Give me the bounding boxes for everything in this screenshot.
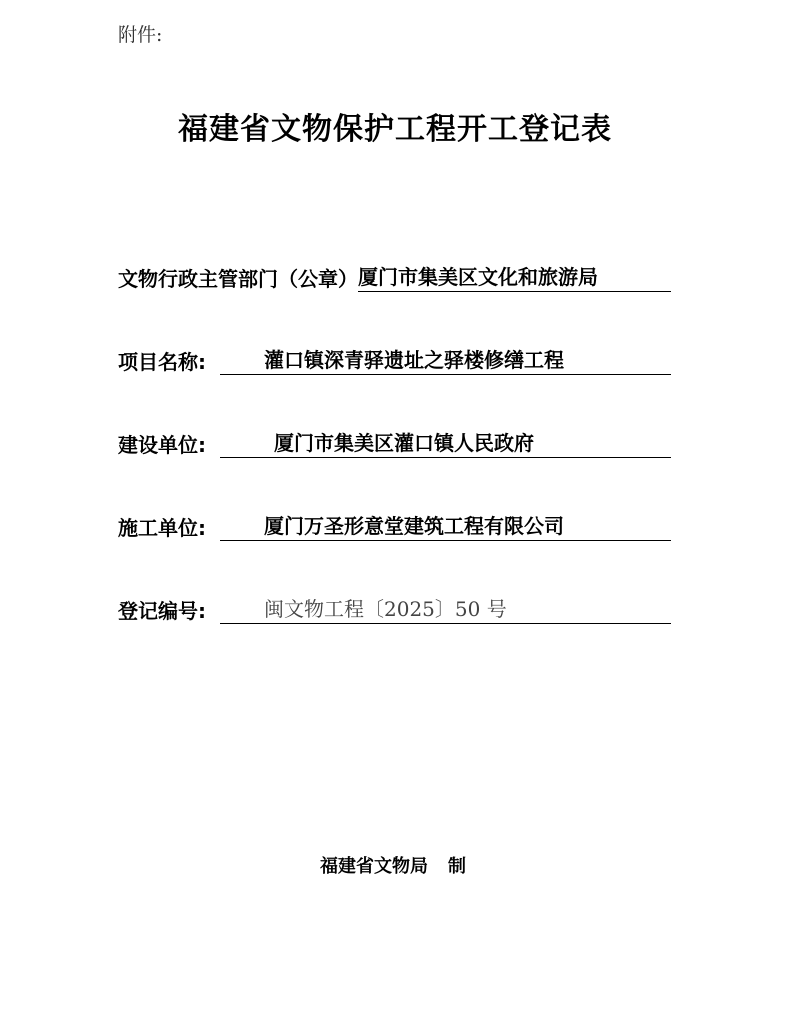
project-name-underline bbox=[220, 348, 671, 375]
authority-value: 厦门市集美区文化和旅游局 bbox=[358, 265, 598, 289]
registration-number-label: 登记编号: bbox=[118, 599, 206, 623]
registration-number-row bbox=[118, 594, 671, 624]
constructor-value: 厦门万圣形意堂建筑工程有限公司 bbox=[264, 514, 564, 538]
builder-row bbox=[118, 428, 671, 458]
registration-number-underline bbox=[220, 597, 671, 624]
constructor-label: 施工单位: bbox=[118, 516, 206, 540]
builder-value: 厦门市集美区灌口镇人民政府 bbox=[274, 431, 534, 455]
project-name-row bbox=[118, 345, 671, 375]
constructor-underline bbox=[220, 514, 671, 541]
builder-label: 建设单位: bbox=[118, 433, 206, 457]
attachment-label: 附件: bbox=[118, 24, 163, 46]
constructor-row bbox=[118, 511, 671, 541]
authority-label: 文物行政主管部门（公章） bbox=[118, 267, 358, 291]
page-title: 福建省文物保护工程开工登记表 bbox=[178, 112, 612, 147]
issuer-footer bbox=[320, 852, 466, 878]
builder-underline bbox=[220, 431, 671, 458]
registration-number-value: 闽文物工程〔2025〕50 号 bbox=[264, 597, 507, 621]
project-name-label: 项目名称: bbox=[118, 350, 206, 374]
project-name-value: 灌口镇深青驿遗址之驿楼修缮工程 bbox=[264, 348, 564, 372]
authority-row bbox=[118, 262, 671, 292]
issuer-name: 福建省文物局 bbox=[320, 856, 428, 877]
issuer-suffix: 制 bbox=[448, 856, 466, 877]
authority-underline bbox=[358, 265, 671, 292]
